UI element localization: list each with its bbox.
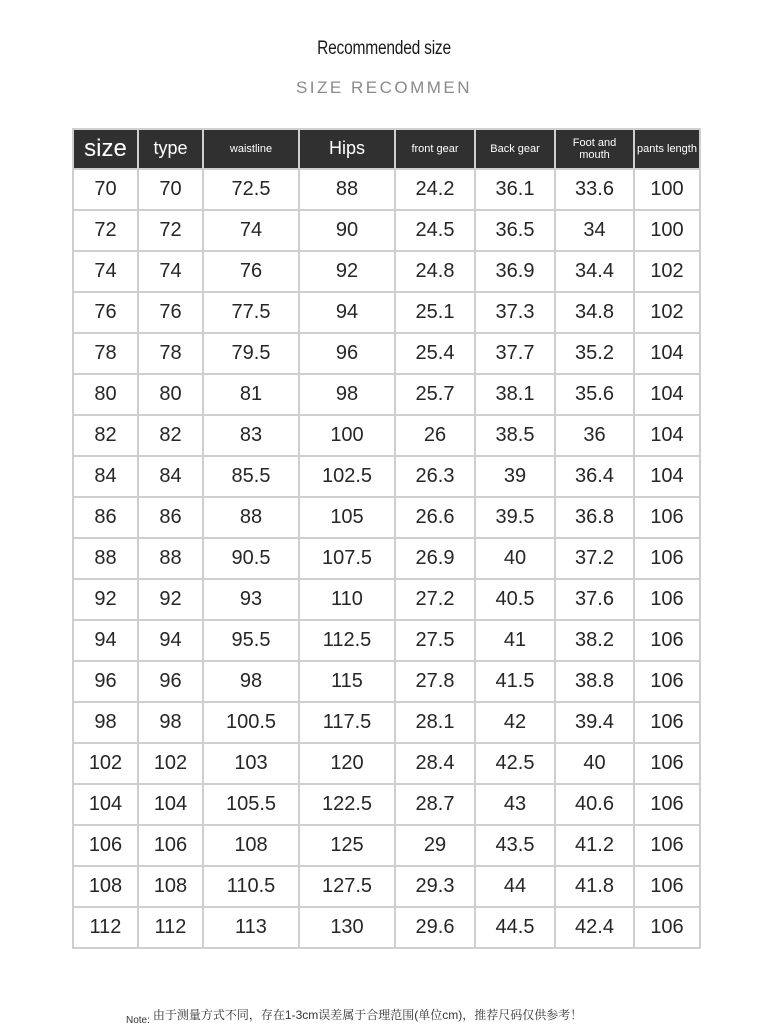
table-cell: 42.4 <box>555 907 634 948</box>
column-header-foot-and-mouth: Foot and mouth <box>555 129 634 169</box>
table-row <box>73 538 700 579</box>
table-cell: 78 <box>138 333 203 374</box>
table-cell: 86 <box>73 497 138 538</box>
table-cell: 106 <box>634 620 700 661</box>
table-cell: 37.2 <box>555 538 634 579</box>
table-cell: 38.2 <box>555 620 634 661</box>
table-body <box>73 169 700 948</box>
table-cell: 100 <box>634 169 700 210</box>
table-cell: 92 <box>299 251 395 292</box>
table-cell: 76 <box>138 292 203 333</box>
table-cell: 44.5 <box>475 907 555 948</box>
table-cell: 115 <box>299 661 395 702</box>
table-cell: 39.4 <box>555 702 634 743</box>
table-cell: 79.5 <box>203 333 299 374</box>
table-cell: 26 <box>395 415 475 456</box>
table-cell: 42 <box>475 702 555 743</box>
table-header <box>73 129 700 169</box>
table-cell: 44 <box>475 866 555 907</box>
footer-note <box>126 1006 583 1026</box>
table-cell: 98 <box>138 702 203 743</box>
table-cell: 102 <box>73 743 138 784</box>
table-cell: 130 <box>299 907 395 948</box>
table-cell: 96 <box>138 661 203 702</box>
table-cell: 102 <box>138 743 203 784</box>
table-cell: 88 <box>299 169 395 210</box>
table-cell: 98 <box>203 661 299 702</box>
table-cell: 24.5 <box>395 210 475 251</box>
table-cell: 108 <box>73 866 138 907</box>
table-cell: 88 <box>73 538 138 579</box>
table-cell: 36.9 <box>475 251 555 292</box>
table-row <box>73 333 700 374</box>
table-cell: 38.1 <box>475 374 555 415</box>
table-cell: 106 <box>634 538 700 579</box>
table-cell: 37.7 <box>475 333 555 374</box>
table-cell: 41.5 <box>475 661 555 702</box>
table-cell: 98 <box>73 702 138 743</box>
table-cell: 117.5 <box>299 702 395 743</box>
table-cell: 122.5 <box>299 784 395 825</box>
table-cell: 81 <box>203 374 299 415</box>
table-cell: 34.4 <box>555 251 634 292</box>
table-cell: 95.5 <box>203 620 299 661</box>
table-cell: 72.5 <box>203 169 299 210</box>
column-header-waistline: waistline <box>203 129 299 169</box>
column-header-size: size <box>73 129 138 169</box>
table-row <box>73 743 700 784</box>
table-cell: 94 <box>138 620 203 661</box>
table-cell: 29 <box>395 825 475 866</box>
table-cell: 104 <box>634 333 700 374</box>
column-header-type: type <box>138 129 203 169</box>
table-cell: 76 <box>73 292 138 333</box>
table-cell: 80 <box>138 374 203 415</box>
table-row <box>73 374 700 415</box>
table-cell: 102 <box>634 251 700 292</box>
table-cell: 102 <box>634 292 700 333</box>
table-cell: 74 <box>203 210 299 251</box>
table-cell: 96 <box>73 661 138 702</box>
table-cell: 41 <box>475 620 555 661</box>
table-cell: 106 <box>634 702 700 743</box>
table-cell: 41.2 <box>555 825 634 866</box>
table-cell: 96 <box>299 333 395 374</box>
table-cell: 112 <box>138 907 203 948</box>
table-row <box>73 661 700 702</box>
table-cell: 74 <box>138 251 203 292</box>
table-cell: 85.5 <box>203 456 299 497</box>
table-cell: 90.5 <box>203 538 299 579</box>
table-cell: 37.3 <box>475 292 555 333</box>
table-cell: 26.9 <box>395 538 475 579</box>
table-cell: 103 <box>203 743 299 784</box>
table-cell: 37.6 <box>555 579 634 620</box>
table-cell: 72 <box>73 210 138 251</box>
table-cell: 40.6 <box>555 784 634 825</box>
table-cell: 34.8 <box>555 292 634 333</box>
table-cell: 39 <box>475 456 555 497</box>
table-cell: 100 <box>634 210 700 251</box>
table-cell: 84 <box>138 456 203 497</box>
table-cell: 88 <box>138 538 203 579</box>
table-cell: 100 <box>299 415 395 456</box>
table-cell: 70 <box>73 169 138 210</box>
table-cell: 72 <box>138 210 203 251</box>
table-row <box>73 784 700 825</box>
table-cell: 36.4 <box>555 456 634 497</box>
table-cell: 106 <box>634 497 700 538</box>
table-cell: 24.8 <box>395 251 475 292</box>
table-cell: 106 <box>634 661 700 702</box>
column-header-hips: Hips <box>299 129 395 169</box>
page-title: Recommended size <box>317 38 451 59</box>
table-cell: 120 <box>299 743 395 784</box>
table-cell: 28.7 <box>395 784 475 825</box>
table-cell: 36 <box>555 415 634 456</box>
table-cell: 106 <box>634 866 700 907</box>
table-cell: 108 <box>203 825 299 866</box>
table-cell: 106 <box>634 825 700 866</box>
table-row <box>73 169 700 210</box>
header-row <box>73 129 700 169</box>
table-cell: 27.5 <box>395 620 475 661</box>
table-cell: 112.5 <box>299 620 395 661</box>
table-cell: 43.5 <box>475 825 555 866</box>
note-label: Note: <box>126 1015 150 1026</box>
table-cell: 33.6 <box>555 169 634 210</box>
table-cell: 113 <box>203 907 299 948</box>
table-cell: 82 <box>138 415 203 456</box>
table-cell: 104 <box>138 784 203 825</box>
table-row <box>73 620 700 661</box>
table-cell: 83 <box>203 415 299 456</box>
table-row <box>73 579 700 620</box>
table-cell: 86 <box>138 497 203 538</box>
table-cell: 41.8 <box>555 866 634 907</box>
table-cell: 42.5 <box>475 743 555 784</box>
page-subtitle: SIZE RECOMMEN <box>295 78 473 97</box>
table-cell: 40 <box>555 743 634 784</box>
table-cell: 34 <box>555 210 634 251</box>
table-cell: 112 <box>73 907 138 948</box>
table-cell: 35.2 <box>555 333 634 374</box>
table-cell: 26.6 <box>395 497 475 538</box>
table-cell: 105 <box>299 497 395 538</box>
table-cell: 94 <box>299 292 395 333</box>
table-cell: 35.6 <box>555 374 634 415</box>
column-header-back-gear: Back gear <box>475 129 555 169</box>
table-cell: 110 <box>299 579 395 620</box>
table-cell: 100.5 <box>203 702 299 743</box>
table-cell: 70 <box>138 169 203 210</box>
table-cell: 106 <box>138 825 203 866</box>
table-row <box>73 866 700 907</box>
table-cell: 106 <box>634 579 700 620</box>
column-header-pants-length: pants length <box>634 129 700 169</box>
table-cell: 27.2 <box>395 579 475 620</box>
table-cell: 36.5 <box>475 210 555 251</box>
table-cell: 76 <box>203 251 299 292</box>
table-cell: 28.1 <box>395 702 475 743</box>
table-cell: 90 <box>299 210 395 251</box>
table-cell: 25.1 <box>395 292 475 333</box>
table-cell: 108 <box>138 866 203 907</box>
table-cell: 84 <box>73 456 138 497</box>
table-cell: 110.5 <box>203 866 299 907</box>
table-cell: 28.4 <box>395 743 475 784</box>
table-cell: 106 <box>73 825 138 866</box>
table-cell: 25.7 <box>395 374 475 415</box>
table-cell: 94 <box>73 620 138 661</box>
table-cell: 107.5 <box>299 538 395 579</box>
table-cell: 29.6 <box>395 907 475 948</box>
table-cell: 24.2 <box>395 169 475 210</box>
table-cell: 40.5 <box>475 579 555 620</box>
table-row <box>73 292 700 333</box>
table-row <box>73 251 700 292</box>
table-cell: 77.5 <box>203 292 299 333</box>
table-cell: 38.5 <box>475 415 555 456</box>
table-cell: 26.3 <box>395 456 475 497</box>
table-cell: 74 <box>73 251 138 292</box>
table-cell: 36.1 <box>475 169 555 210</box>
table-cell: 92 <box>73 579 138 620</box>
table-cell: 102.5 <box>299 456 395 497</box>
table-cell: 88 <box>203 497 299 538</box>
table-row <box>73 702 700 743</box>
table-cell: 38.8 <box>555 661 634 702</box>
table-cell: 78 <box>73 333 138 374</box>
table-cell: 105.5 <box>203 784 299 825</box>
table-cell: 104 <box>634 456 700 497</box>
table-cell: 36.8 <box>555 497 634 538</box>
table-row <box>73 907 700 948</box>
table-cell: 125 <box>299 825 395 866</box>
table-cell: 98 <box>299 374 395 415</box>
size-table <box>72 128 701 949</box>
table-cell: 92 <box>138 579 203 620</box>
column-header-front-gear: front gear <box>395 129 475 169</box>
table-cell: 40 <box>475 538 555 579</box>
table-cell: 106 <box>634 784 700 825</box>
table-row <box>73 825 700 866</box>
table-cell: 82 <box>73 415 138 456</box>
table-row <box>73 456 700 497</box>
table-cell: 29.3 <box>395 866 475 907</box>
table-cell: 106 <box>634 743 700 784</box>
table-cell: 104 <box>634 415 700 456</box>
table-cell: 27.8 <box>395 661 475 702</box>
table-cell: 127.5 <box>299 866 395 907</box>
table-cell: 43 <box>475 784 555 825</box>
table-row <box>73 210 700 251</box>
table-cell: 106 <box>634 907 700 948</box>
table-cell: 104 <box>73 784 138 825</box>
table-cell: 80 <box>73 374 138 415</box>
table-cell: 104 <box>634 374 700 415</box>
table-cell: 25.4 <box>395 333 475 374</box>
note-text: 由于测量方式不同，存在1-3cm误差属于合理范围(单位cm)，推荐尺码仅供参考！ <box>152 1008 583 1022</box>
table-row <box>73 497 700 538</box>
table-cell: 93 <box>203 579 299 620</box>
table-cell: 39.5 <box>475 497 555 538</box>
table-row <box>73 415 700 456</box>
